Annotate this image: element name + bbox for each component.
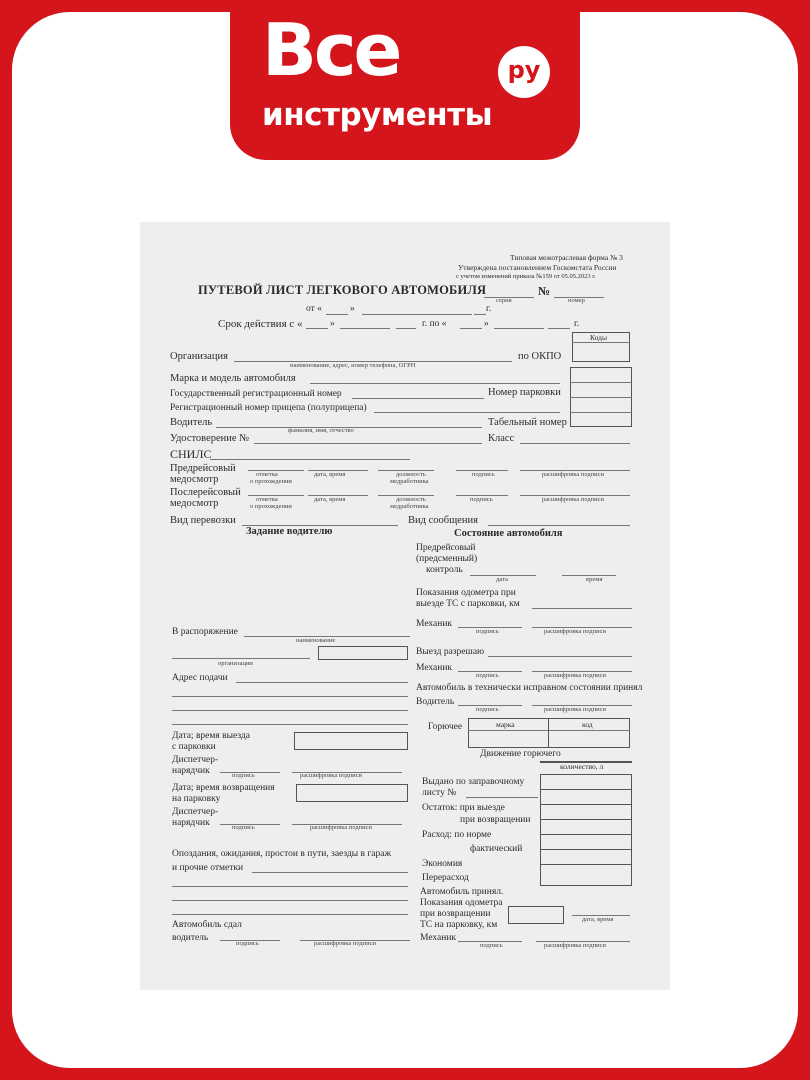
snils-label: СНИЛС [170, 447, 212, 461]
tab-number-label: Табельный номер [488, 417, 567, 428]
number-hint: номер [568, 297, 585, 304]
license-label: Удостоверение № [170, 433, 250, 444]
waybill-form-image: Типовая межотраслевая форма № 3 Утверждена постановлением Госкомстата России с учетом изменений приказа №159 от 05.05.2023 г. ПУТЕВОЙ ЛИСТ ЛЕГКОВОГО АВТОМОБИЛЯ № серия номер от « » г. Срок действия с « » г. по « » г. Коды Организация по ОКПО наименование, адрес, номер телефона, ОГРН Марка и модель автомобиля Государственный регистрационный номер Номер парковки Регистрационный номер прицепа (полуприцепа) Водитель Табельный номер фамилия, имя, отчество Удостоверение № Класс СНИЛС Предрейсовый медосмотр отметка о прохождении дата, время должность медработника подпись расшифровка подписи Послерейсовый медосмотр отметка о прохождении дата, время должность медработника подпись расшифровка подписи Вид перевозки Вид сообщения Задание водителю Состояние автомобиля Предрейсовый (предсменный) контроль дата время Показания одометра при выезде ТС с парковки, км Механик подпись расшифровка подписи Выезд разрешаю Механик подпись расшифровка подписи Автомобиль в технически исправном состоянии принял Водитель подпись расшифровка подписи Горючее марка код Движение горючего количество, л Выдано по заправочному листу № Остаток: при выезде при возвращении Расход: по норме фактический Экономия Перерасход Автомобиль принял. Показания одометра при возвращении ТС на парковку, км дата, время Механик подпись расшифровка подписи В распоряжение наименование организации Адрес подачи Дата; время выезда с парковки Диспетчер- нарядчик подпись расшифровка подписи Дата; время возвращения на парковку Диспетчер- нарядчик подпись расшифровка подписи Опоздания, ожидания, простои в пути, заезды в гараж и прочие отметки Автомобиль сдал водитель подпись расшифровка подписи [140, 222, 670, 990]
driver-label: Водитель [170, 417, 213, 428]
driver-hint: фамилия, имя, отчество [288, 427, 354, 434]
brand-name-line1: Все [262, 8, 400, 92]
communication-type-label: Вид сообщения [408, 515, 478, 526]
fuel-movement-title: Движение горючего [480, 749, 561, 759]
reg-number-label: Государственный регистрационный номер [170, 389, 342, 399]
date-from-label: от « [306, 304, 322, 314]
brand-domain-badge: ру [498, 46, 550, 98]
series-hint: серия [496, 297, 512, 304]
car-model-label: Марка и модель автомобиля [170, 373, 296, 384]
organization-label: Организация [170, 351, 228, 362]
form-title: ПУТЕВОЙ ЛИСТ ЛЕГКОВОГО АВТОМОБИЛЯ [198, 283, 487, 297]
trailer-label: Регистрационный номер прицепа (полуприцепа) [170, 403, 367, 413]
codes-header: Коды [590, 333, 608, 342]
form-header-2: Утверждена постановлением Госкомстата России [458, 263, 617, 272]
car-state-title: Состояние автомобиля [454, 528, 563, 539]
parking-number-label: Номер парковки [488, 387, 561, 398]
class-label: Класс [488, 433, 515, 444]
number-sign: № [538, 284, 551, 298]
validity-label: Срок действия с « [218, 318, 303, 330]
transport-type-label: Вид перевозки [170, 515, 236, 526]
car-accepted-label: Автомобиль в технически исправном состоянии принял [416, 683, 643, 693]
validity-to-label: г. по « [422, 319, 447, 329]
driver-task-title: Задание водителю [246, 526, 333, 537]
brand-name-line2: инструменты [262, 97, 493, 133]
form-header-3: с учетом изменений приказа №159 от 05.05.2023 г. [456, 273, 596, 280]
organization-hint: наименование, адрес, номер телефона, ОГРН [290, 362, 416, 369]
form-header-1: Типовая межотраслевая форма № 3 [510, 253, 623, 262]
okpo-label: по ОКПО [518, 351, 562, 362]
brand-logo[interactable] [230, 0, 580, 160]
